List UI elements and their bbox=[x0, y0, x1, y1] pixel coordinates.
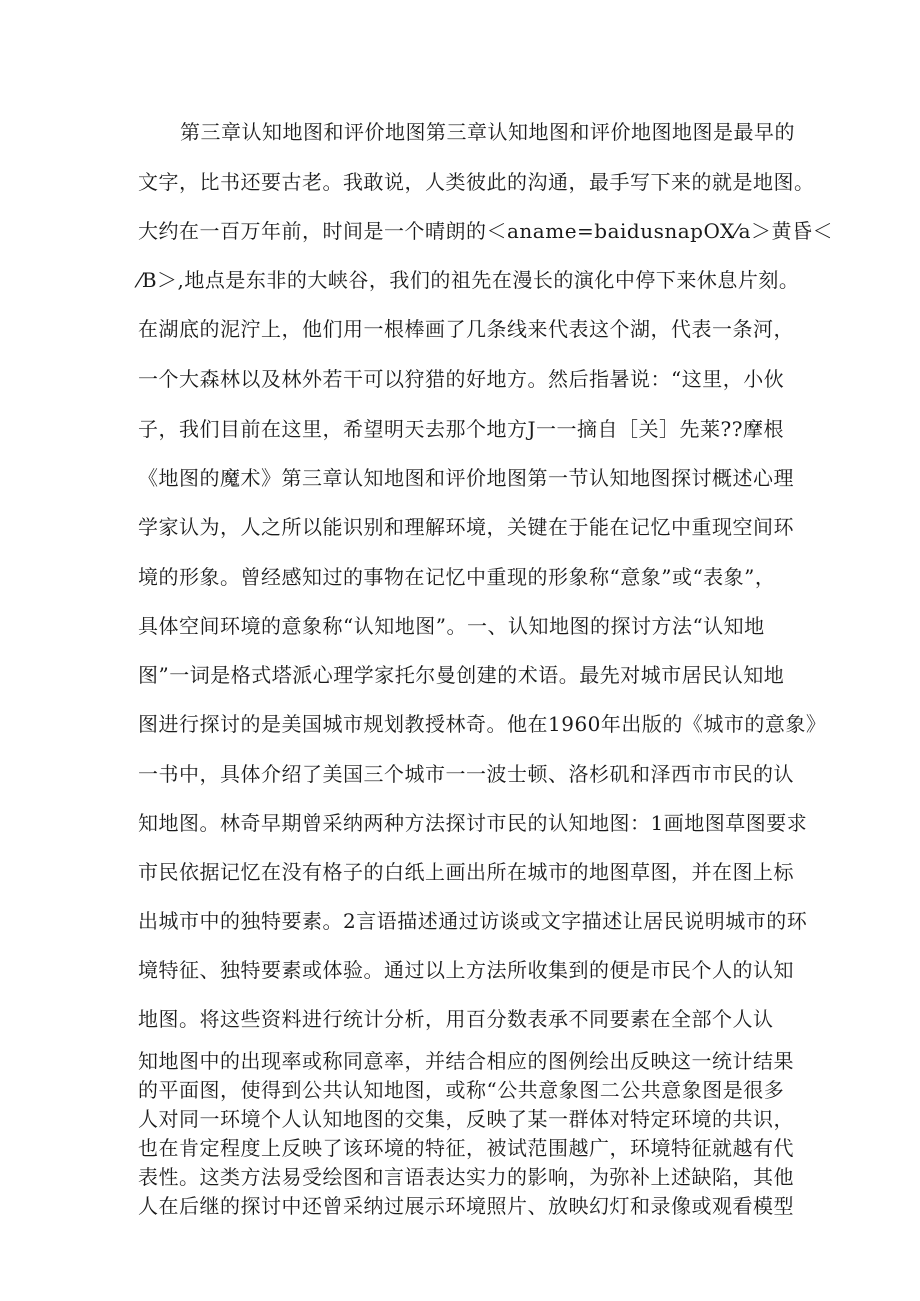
text-line-23: 也在肯定程度上反映了该环境的特征，被试范围越广，环境特征就越有代 bbox=[138, 1136, 794, 1160]
text-line-10: 境的形象。曾经感知过的事物在记忆中重现的形象称“意象”或“表象”， bbox=[138, 565, 776, 589]
text-line-9: 学家认为，人之所以能识别和理解环境，关键在于能在记忆中重现空间环 bbox=[138, 515, 794, 539]
text-line-20: 知地图中的出现率或称同意率，并结合相应的图例绘出反映这一统计结果 bbox=[138, 1049, 794, 1073]
text-line-7: 子，我们目前在这里，希望明天去那个地方J一一摘自［关］先莱??摩根 bbox=[138, 417, 784, 441]
text-line-12: 图”一词是格式塔派心理学家托尔曼创建的术语。最先对城市居民认知地 bbox=[138, 663, 785, 687]
text-line-4: ⁄B＞,地点是东非的大峡谷，我们的祖先在漫长的演化中停下来休息片刻。 bbox=[138, 268, 800, 292]
text-line-18: 境特征、独特要素或体验。通过以上方法所收集到的便是市民个人的认知 bbox=[138, 958, 794, 982]
text-line-5: 在湖底的泥泞上，他们用一根棒画了几条线来代表这个湖，代表一条河， bbox=[138, 317, 794, 341]
text-line-14: 一书中，具体介绍了美国三个城市一一波士顿、洛杉矶和泽西市市民的认 bbox=[138, 762, 794, 786]
text-line-17: 出城市中的独特要素。2言语描述通过访谈或文字描述让居民说明城市的环 bbox=[138, 909, 808, 933]
text-line-2: 文字，比书还要古老。我敢说，人类彼此的沟通，最手写下来的就是地图。 bbox=[138, 170, 815, 194]
text-line-22: 人对同一环境个人认知地图的交集，反映了某一群体对特定环境的共识， bbox=[138, 1107, 794, 1131]
text-line-15: 知地图。林奇早期曾采纳两种方法探讨市民的认知地图：1画地图草图要求 bbox=[138, 811, 808, 835]
text-line-24: 表性。这类方法易受绘图和言语表达实力的影响，为弥补上述缺陷，其他 bbox=[138, 1165, 794, 1189]
text-line-11: 具体空间环境的意象称“认知地图”。一、认知地图的探讨方法“认知地 bbox=[138, 614, 765, 638]
text-line-3: 大约在一百万年前，时间是一个晴朗的＜aname=baidusnapOX⁄a＞黄昏＜ bbox=[138, 219, 834, 243]
text-line-1: 第三章认知地图和评价地图第三章认知地图和评价地图地图是最早的 bbox=[180, 120, 795, 144]
text-line-6: 一个大森林以及林外若干可以狩猎的好地方。然后指暑说：“这里，小伙 bbox=[138, 367, 785, 391]
text-line-16: 市民依据记忆在没有格子的白纸上画出所在城市的地图草图，并在图上标 bbox=[138, 860, 794, 884]
text-line-13: 图进行探讨的是美国城市规划教授林奇。他在1960年出版的《城市的意象》 bbox=[138, 712, 827, 736]
text-line-19: 地图。将这些资料进行统计分析，用百分数表承不同要素在全部个人认 bbox=[138, 1007, 774, 1031]
text-line-21: 的平面图，使得到公共认知地图，或称“公共意象图二公共意象图是很多 bbox=[138, 1078, 785, 1102]
text-line-25: 人在后继的探讨中还曾采纳过展示环境照片、放映幻灯和录像或观看模型 bbox=[138, 1194, 794, 1218]
text-line-8: 《地图的魔术》第三章认知地图和评价地图第一节认知地图探讨概述心理 bbox=[138, 466, 794, 490]
